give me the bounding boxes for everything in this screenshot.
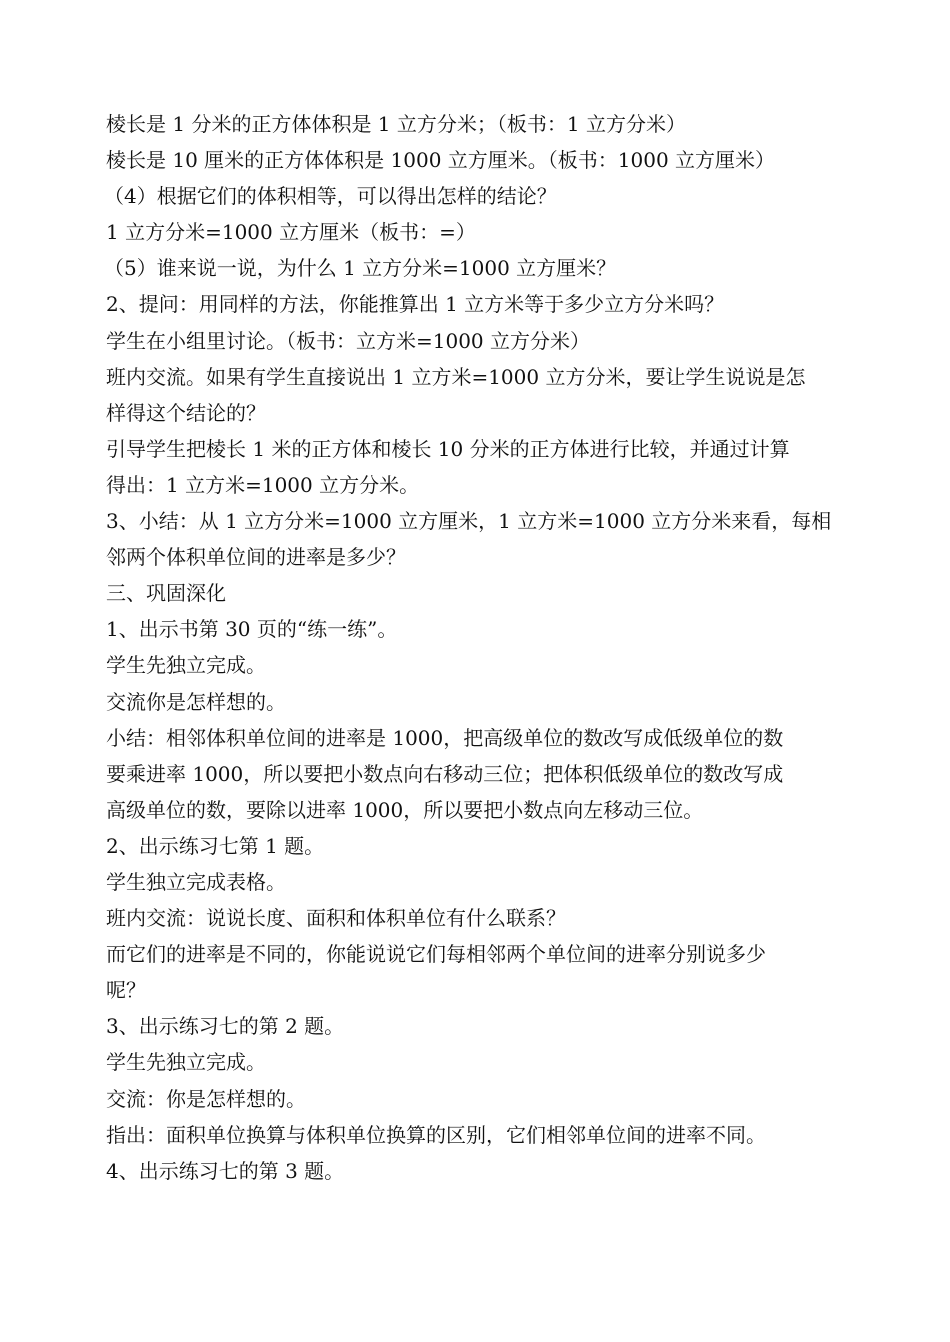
text-line: 3、出示练习七的第 2 题。 [106, 1014, 345, 1039]
text-line: （4）根据它们的体积相等，可以得出怎样的结论？ [104, 184, 557, 209]
text-line: 呢？ [106, 978, 146, 1003]
text-line: 样得这个结论的？ [106, 400, 266, 425]
text-line: 棱长是 1 分米的正方体体积是 1 立方分米；（板书：1 立方分米） [106, 112, 686, 136]
text-line: 高级单位的数，要除以进率 1000，所以要把小数点向左移动三位。 [106, 797, 704, 822]
text-line: （5）谁来说一说，为什么 1 立方分米=1000 立方厘米？ [104, 256, 617, 281]
text-line: 而它们的进率是不同的，你能说说它们每相邻两个单位间的进率分别说多少 [106, 942, 766, 967]
text-line: 3、小结：从 1 立方分米=1000 立方厘米，1 立方米=1000 立方分米来看，每相 [106, 509, 832, 534]
text-line: 2、提问：用同样的方法，你能推算出 1 立方米等于多少立方分米吗？ [106, 292, 725, 317]
text-line: 得出：1 立方米=1000 立方分米。 [106, 472, 420, 497]
text-line: 班内交流。如果有学生直接说出 1 立方米=1000 立方分米，要让学生说说是怎 [106, 364, 806, 389]
text-line: 要乘进率 1000，所以要把小数点向右移动三位；把体积低级单位的数改写成 [106, 761, 784, 786]
text-line: 邻两个体积单位间的进率是多少？ [106, 545, 406, 570]
text-line: 1、出示书第 30 页的“练一练”。 [106, 617, 398, 642]
text-line: 学生独立完成表格。 [106, 869, 286, 894]
text-line: 1 立方分米=1000 立方厘米（板书：=） [106, 220, 476, 245]
text-line: 交流你是怎样想的。 [106, 689, 286, 714]
text-line: 班内交流：说说长度、面积和体积单位有什么联系？ [106, 906, 566, 931]
text-line: 4、出示练习七的第 3 题。 [106, 1158, 345, 1183]
text-line: 交流：你是怎样想的。 [106, 1086, 306, 1111]
document-body [106, 106, 848, 1189]
text-line: 2、出示练习七第 1 题。 [106, 833, 325, 858]
text-line: 棱长是 10 厘米的正方体体积是 1000 立方厘米。（板书：1000 立方厘米） [106, 148, 776, 173]
text-line: 学生先独立完成。 [106, 653, 266, 678]
section-heading: 三、巩固深化 [106, 581, 226, 606]
text-line: 引导学生把棱长 1 米的正方体和棱长 10 分米的正方体进行比较，并通过计算 [106, 436, 790, 461]
text-line: 小结：相邻体积单位间的进率是 1000，把高级单位的数改写成低级单位的数 [106, 725, 784, 750]
text-line: 学生在小组里讨论。（板书：立方米=1000 立方分米） [106, 328, 591, 353]
text-line: 学生先独立完成。 [106, 1050, 266, 1075]
text-line: 指出：面积单位换算与体积单位换算的区别，它们相邻单位间的进率不同。 [106, 1122, 766, 1147]
